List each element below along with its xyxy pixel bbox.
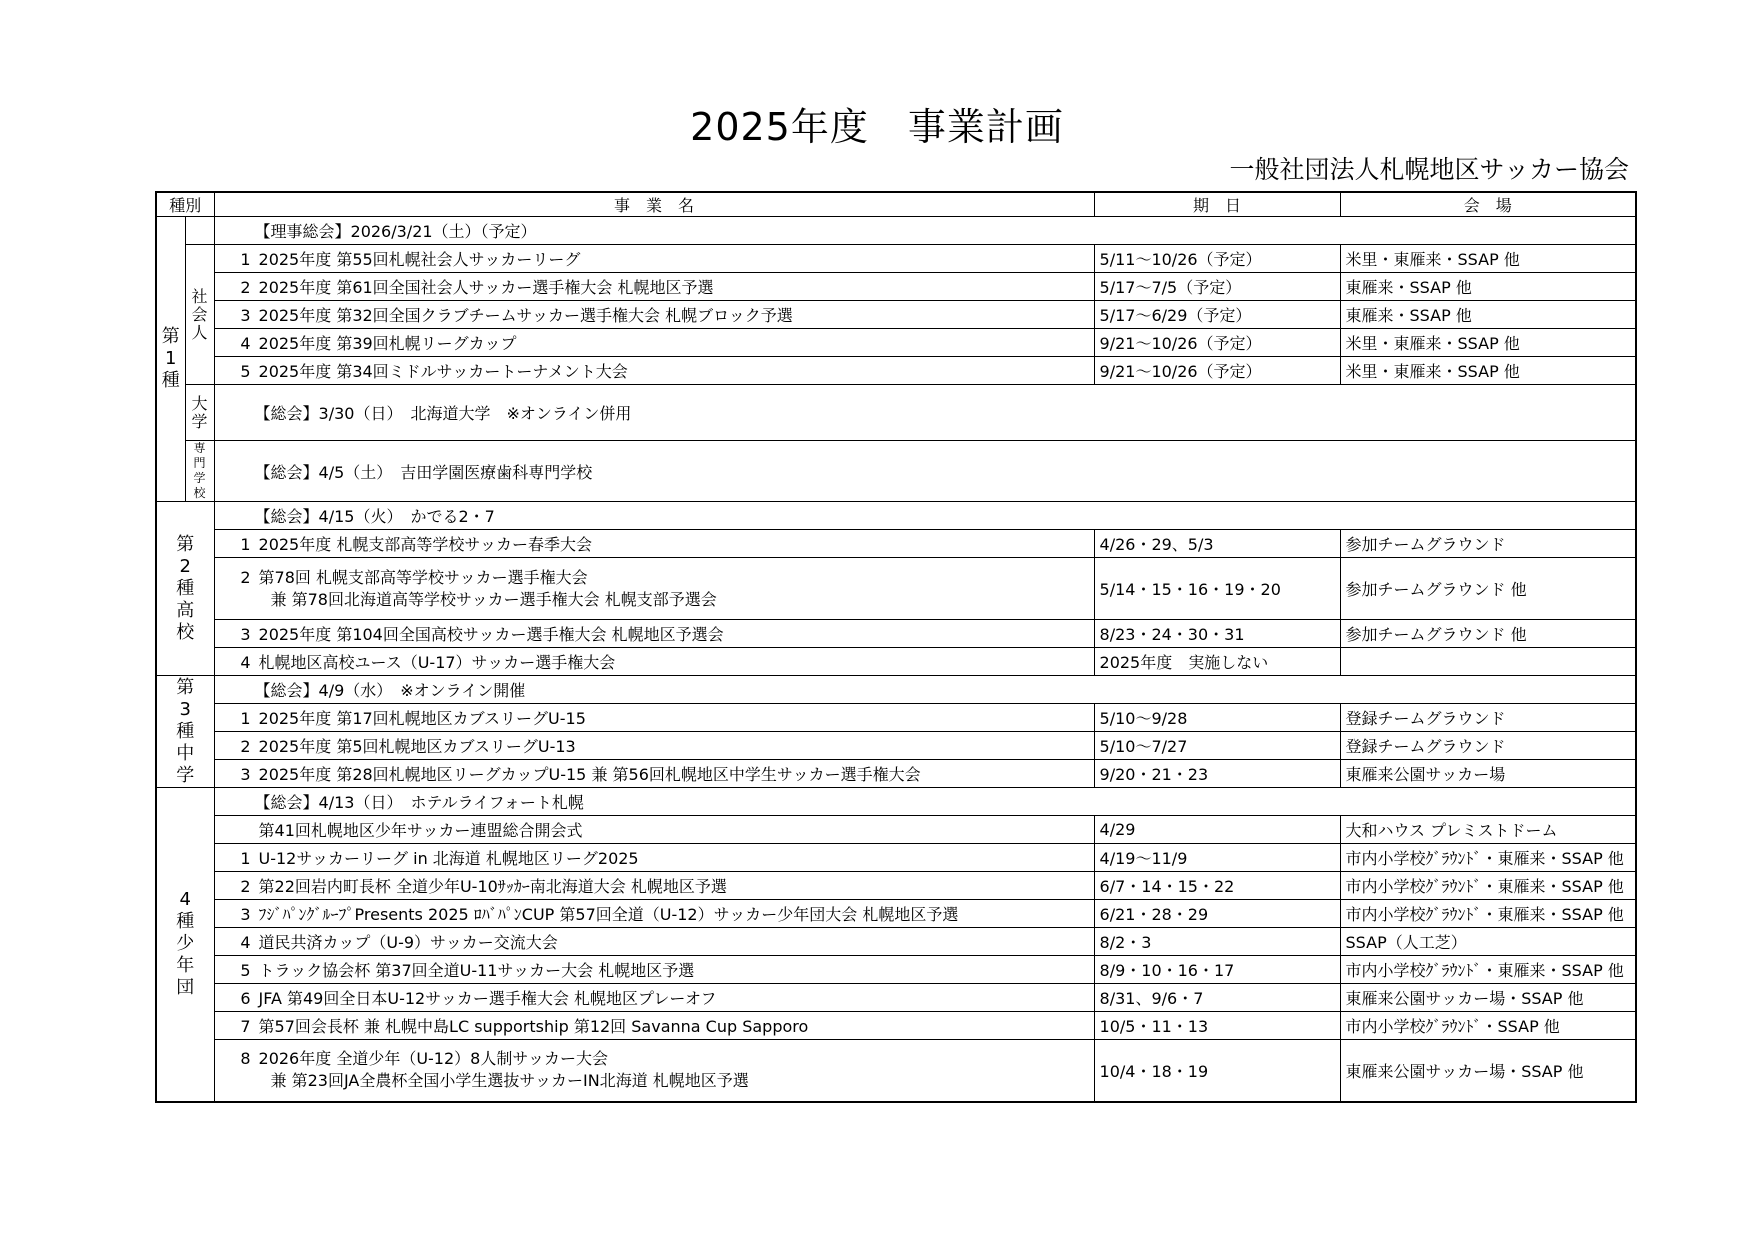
event-name <box>214 732 1094 760</box>
category-2 <box>156 502 1636 676</box>
event-number: 5 <box>240 961 251 980</box>
event-period: 10/5・11・13 <box>1094 1012 1340 1040</box>
subcategory-label: 大 学 <box>185 385 214 441</box>
event-name <box>214 872 1094 900</box>
event-number: 4 <box>240 933 251 952</box>
event-venue: 東雁来・SSAP 他 <box>1340 273 1636 301</box>
event-name <box>214 245 1094 273</box>
subcategory-label: 専 門 学 校 <box>185 441 214 502</box>
event-number: 1 <box>240 535 251 554</box>
header-name: 事 業 名 <box>214 192 1094 217</box>
table-row <box>156 732 1636 760</box>
event-name <box>214 329 1094 357</box>
event-venue <box>1340 648 1636 676</box>
event-period: 9/21～10/26（予定） <box>1094 329 1340 357</box>
meeting-row <box>156 676 1636 704</box>
meeting-text: 【理事総会】2026/3/21（土）（予定） <box>214 217 1636 245</box>
event-title: トラック協会杯 第37回全道U-11サッカー大会 札幌地区予選 <box>258 961 695 980</box>
event-venue: 東雁来公園サッカー場・SSAP 他 <box>1340 984 1636 1012</box>
table-row <box>156 273 1636 301</box>
event-name <box>214 956 1094 984</box>
event-name <box>214 984 1094 1012</box>
table-row <box>156 329 1636 357</box>
event-number: 2 <box>240 278 251 297</box>
table-row <box>156 816 1636 844</box>
event-venue: 市内小学校ｸﾞﾗｳﾝﾄﾞ・東雁来・SSAP 他 <box>1340 956 1636 984</box>
event-title: 2025年度 第55回札幌社会人サッカーリーグ <box>258 250 581 269</box>
event-period: 6/7・14・15・22 <box>1094 872 1340 900</box>
meeting-row <box>156 217 1636 245</box>
event-name <box>214 273 1094 301</box>
event-venue: 登録チームグラウンド <box>1340 704 1636 732</box>
event-title: 2025年度 第5回札幌地区カブスリーグU-13 <box>258 737 576 756</box>
event-title: 札幌地区高校ユース（U-17）サッカー選手権大会 <box>258 653 616 672</box>
event-number: 5 <box>240 362 251 381</box>
event-period: 5/10～9/28 <box>1094 704 1340 732</box>
event-title: 2025年度 第39回札幌リーグカップ <box>258 334 517 353</box>
event-venue: 東雁来・SSAP 他 <box>1340 301 1636 329</box>
event-period: 5/17～7/5（予定） <box>1094 273 1340 301</box>
event-number: 1 <box>240 250 251 269</box>
event-name <box>214 928 1094 956</box>
category-4 <box>156 788 1636 1102</box>
event-venue: 米里・東雁来・SSAP 他 <box>1340 329 1636 357</box>
category-label: 第 2 種 高 校 <box>156 502 214 676</box>
header-venue: 会 場 <box>1340 192 1636 217</box>
event-number: 7 <box>240 1017 251 1036</box>
table-row <box>156 648 1636 676</box>
event-venue: 参加チームグラウンド <box>1340 530 1636 558</box>
event-name <box>214 357 1094 385</box>
table-row <box>156 984 1636 1012</box>
meeting-text: 【総会】4/9（水） ※オンライン開催 <box>214 676 1636 704</box>
event-name <box>214 900 1094 928</box>
sub-blank <box>185 217 214 245</box>
event-title: 2025年度 第61回全国社会人サッカー選手権大会 札幌地区予選 <box>258 278 714 297</box>
table-row <box>156 441 1636 502</box>
table-row <box>156 760 1636 788</box>
event-number: 2 <box>240 567 251 587</box>
event-name <box>214 648 1094 676</box>
category-3 <box>156 676 1636 788</box>
event-venue: 市内小学校ｸﾞﾗｳﾝﾄﾞ・東雁来・SSAP 他 <box>1340 872 1636 900</box>
event-period: 8/2・3 <box>1094 928 1340 956</box>
table-row <box>156 558 1636 620</box>
table-row <box>156 301 1636 329</box>
event-number: 1 <box>240 709 251 728</box>
table-row <box>156 928 1636 956</box>
event-period: 9/21～10/26（予定） <box>1094 357 1340 385</box>
table-row <box>156 530 1636 558</box>
event-title: 2025年度 第104回全国高校サッカー選手権大会 札幌地区予選会 <box>258 625 724 644</box>
event-number: 2 <box>240 737 251 756</box>
event-number: 3 <box>240 306 251 325</box>
event-period: 8/9・10・16・17 <box>1094 956 1340 984</box>
event-number: 3 <box>240 625 251 644</box>
subcategory-label: 社 会 人 <box>185 245 214 385</box>
category-label: 第 1 種 <box>156 217 185 502</box>
table-row <box>156 1012 1636 1040</box>
event-name <box>214 704 1094 732</box>
table-row <box>156 872 1636 900</box>
event-number: 2 <box>240 877 251 896</box>
event-number: 8 <box>240 1049 251 1069</box>
schedule-table <box>155 191 1637 1103</box>
event-period: 5/17～6/29（予定） <box>1094 301 1340 329</box>
event-venue: 参加チームグラウンド 他 <box>1340 620 1636 648</box>
table-row <box>156 704 1636 732</box>
header-kind: 種別 <box>156 192 214 217</box>
table-row <box>156 844 1636 872</box>
event-venue: 米里・東雁来・SSAP 他 <box>1340 245 1636 273</box>
event-title: 第22回岩内町長杯 全道少年U-10ｻｯｶｰ南北海道大会 札幌地区予選 <box>258 877 727 896</box>
table-row <box>156 900 1636 928</box>
event-venue: 東雁来公園サッカー場 <box>1340 760 1636 788</box>
meeting-text: 【総会】4/15（火） かでる2・7 <box>214 502 1636 530</box>
event-title: 第41回札幌地区少年サッカー連盟総合開会式 <box>258 821 583 840</box>
event-period: 5/10～7/27 <box>1094 732 1340 760</box>
header-row <box>156 192 1636 217</box>
event-title: U-12サッカーリーグ in 北海道 札幌地区リーグ2025 <box>258 849 639 868</box>
event-period: 6/21・28・29 <box>1094 900 1340 928</box>
event-title: 道民共済カップ（U-9）サッカー交流大会 <box>258 933 558 952</box>
table-row <box>156 385 1636 441</box>
event-name <box>214 1012 1094 1040</box>
event-period: 10/4・18・19 <box>1094 1040 1340 1102</box>
event-name <box>214 620 1094 648</box>
table-row <box>156 956 1636 984</box>
category-label: 第 3 種 中 学 <box>156 676 214 788</box>
organization-name: 一般社団法人札幌地区サッカー協会 <box>1229 155 1629 184</box>
table-row <box>156 1040 1636 1102</box>
event-venue: 市内小学校ｸﾞﾗｳﾝﾄﾞ・東雁来・SSAP 他 <box>1340 844 1636 872</box>
event-venue: 市内小学校ｸﾞﾗｳﾝﾄﾞ・東雁来・SSAP 他 <box>1340 900 1636 928</box>
event-period: 4/19～11/9 <box>1094 844 1340 872</box>
event-title: 第57回会長杯 兼 札幌中島LC supportship 第12回 Savanna Cup Sapporo <box>258 1017 809 1036</box>
event-venue: 市内小学校ｸﾞﾗｳﾝﾄﾞ・SSAP 他 <box>1340 1012 1636 1040</box>
event-name <box>214 558 1094 620</box>
event-name <box>214 816 1094 844</box>
event-period: 4/29 <box>1094 816 1340 844</box>
event-title: 第78回 札幌支部高等学校サッカー選手権大会 <box>258 567 588 587</box>
event-title: 2025年度 第17回札幌地区カブスリーグU-15 <box>258 709 586 728</box>
event-number: 6 <box>240 989 251 1008</box>
event-title: 2025年度 第28回札幌地区リーグカップU-15 兼 第56回札幌地区中学生サッカー選手権大会 <box>258 765 921 784</box>
category-label: 4 種 少 年 団 <box>156 788 214 1102</box>
header-period: 期 日 <box>1094 192 1340 217</box>
table-row <box>156 357 1636 385</box>
event-period: 8/23・24・30・31 <box>1094 620 1340 648</box>
event-name <box>214 844 1094 872</box>
table-row <box>156 245 1636 273</box>
event-number: 1 <box>240 849 251 868</box>
event-period: 5/14・15・16・19・20 <box>1094 558 1340 620</box>
meeting-text: 【総会】3/30（日） 北海道大学 ※オンライン併用 <box>214 385 1636 441</box>
meeting-row <box>156 788 1636 816</box>
event-period: 8/31、9/6・7 <box>1094 984 1340 1012</box>
meeting-text: 【総会】4/5（土） 吉田学園医療歯科専門学校 <box>214 441 1636 502</box>
event-title-continued: 兼 第23回JA全農杯全国小学生選抜サッカーIN北海道 札幌地区予選 <box>270 1071 749 1091</box>
event-name <box>214 530 1094 558</box>
event-venue: SSAP（人工芝） <box>1340 928 1636 956</box>
event-title: 2025年度 第34回ミドルサッカートーナメント大会 <box>258 362 628 381</box>
event-number: 3 <box>240 905 251 924</box>
event-title: JFA 第49回全日本U-12サッカー選手権大会 札幌地区プレーオフ <box>258 989 717 1008</box>
event-title: 2025年度 第32回全国クラブチームサッカー選手権大会 札幌ブロック予選 <box>258 306 793 325</box>
event-title: ﾌｼﾞﾊﾟﾝｸﾞﾙｰﾌﾟPresents 2025 ﾛﾊﾞﾊﾟﾝCUP 第57回全道（U-12）サッカー少年団大会 札幌地区予選 <box>258 905 959 924</box>
event-name <box>214 1040 1094 1102</box>
category-1 <box>156 217 1636 502</box>
event-period: 5/11～10/26（予定） <box>1094 245 1340 273</box>
event-title-continued: 兼 第78回北海道高等学校サッカー選手権大会 札幌支部予選会 <box>270 589 717 609</box>
event-number: 4 <box>240 653 251 672</box>
event-venue: 大和ハウス プレミストドーム <box>1340 816 1636 844</box>
event-name <box>214 301 1094 329</box>
event-venue: 参加チームグラウンド 他 <box>1340 558 1636 620</box>
meeting-text: 【総会】4/13（日） ホテルライフォート札幌 <box>214 788 1636 816</box>
event-venue: 東雁来公園サッカー場・SSAP 他 <box>1340 1040 1636 1102</box>
event-period: 4/26・29、5/3 <box>1094 530 1340 558</box>
event-number: 4 <box>240 334 251 353</box>
event-title: 2025年度 札幌支部高等学校サッカー春季大会 <box>258 535 593 554</box>
event-venue: 米里・東雁来・SSAP 他 <box>1340 357 1636 385</box>
event-period: 2025年度 実施しない <box>1094 648 1340 676</box>
event-venue: 登録チームグラウンド <box>1340 732 1636 760</box>
meeting-row <box>156 502 1636 530</box>
event-number: 3 <box>240 765 251 784</box>
page-title: 2025年度 事業計画 <box>690 105 1064 149</box>
table-row <box>156 620 1636 648</box>
event-period: 9/20・21・23 <box>1094 760 1340 788</box>
event-title: 2026年度 全道少年（U-12）8人制サッカー大会 <box>258 1049 609 1069</box>
event-name <box>214 760 1094 788</box>
